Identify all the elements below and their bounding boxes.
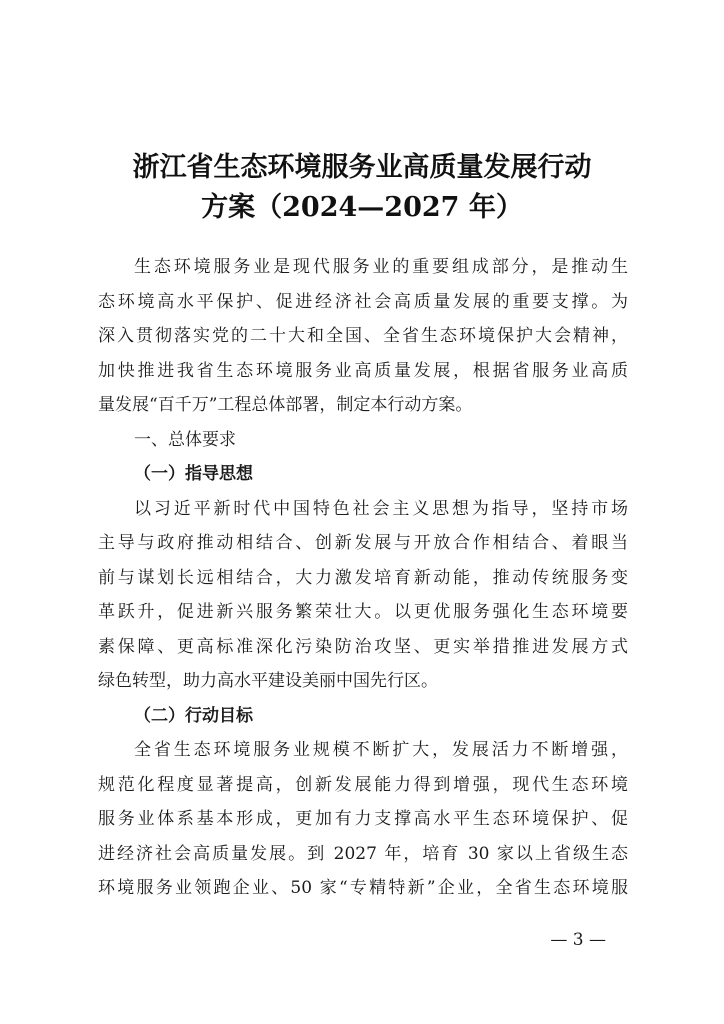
paragraph-line: 加快推进我省生态环境服务业高质量发展，根据省服务业高质	[98, 360, 628, 381]
paragraph-line: 服务业体系基本形成，更加有力支撑高水平生态环境保护、促	[98, 809, 628, 829]
subsection-heading: （一）指导思想	[134, 464, 253, 484]
paragraph-line: 深入贯彻落实党的二十大和全国、全省生态环境保护大会精神，	[98, 326, 628, 346]
paragraph-line: 环境服务业领跑企业、50 家“专精特新”企业，全省生态环境服	[98, 878, 628, 898]
document-body	[98, 250, 628, 906]
title-line-2: 方案（2024—2027 年）	[201, 192, 523, 223]
page-number: — 3 —	[550, 930, 606, 950]
subsection-heading: （二）行动目标	[134, 705, 253, 726]
paragraph-line: 全省生态环境服务业规模不断扩大，发展活力不断增强，	[134, 740, 628, 760]
paragraph-line: 量发展“百千万”工程总体部署，制定本行动方案。	[98, 395, 473, 415]
title-line-1: 浙江省生态环境服务业高质量发展行动	[132, 152, 592, 183]
paragraph-line: 素保障、更高标准深化污染防治攻坚、更实举措推进发展方式	[98, 636, 628, 657]
document-title	[0, 148, 724, 228]
paragraph-line: 主导与政府推动相结合、创新发展与开放合作相结合、着眼当	[98, 533, 628, 553]
paragraph-line: 绿色转型，助力高水平建设美丽中国先行区。	[98, 671, 438, 691]
paragraph-line: 前与谋划长远相结合，大力激发培育新动能，推动传统服务变	[98, 567, 628, 588]
paragraph-line: 态环境高水平保护、促进经济社会高质量发展的重要支撑。为	[98, 291, 628, 312]
paragraph-line: 生态环境服务业是现代服务业的重要组成部分，是推动生	[134, 257, 628, 277]
paragraph-line: 革跃升，促进新兴服务繁荣壮大。以更优服务强化生态环境要	[98, 602, 628, 622]
section-heading: 一、总体要求	[134, 429, 236, 450]
paragraph-line: 以习近平新时代中国特色社会主义思想为指导，坚持市场	[134, 498, 628, 519]
paragraph-line: 规范化程度显著提高，创新发展能力得到增强，现代生态环境	[98, 774, 628, 795]
paragraph-line: 进经济社会高质量发展。到 2027 年，培育 30 家以上省级生态	[98, 843, 628, 864]
